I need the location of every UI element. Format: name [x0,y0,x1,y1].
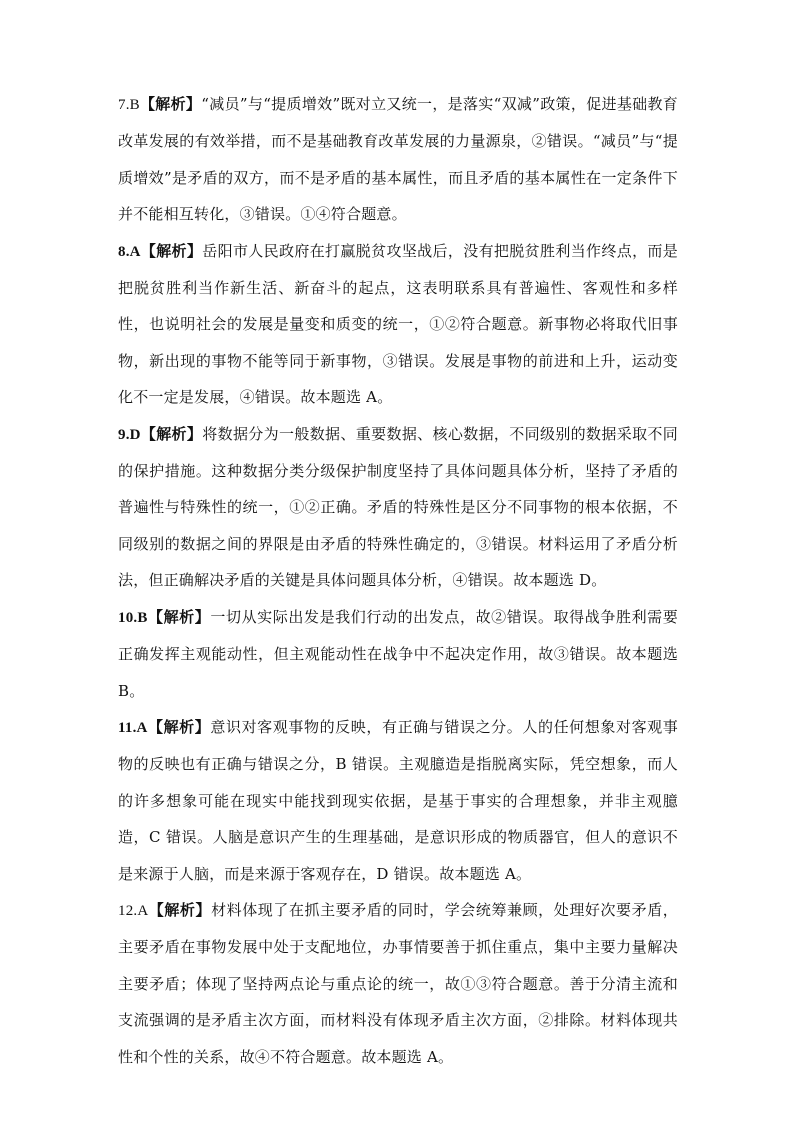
answer-item-11 [118,709,678,892]
analysis-text: 一切从实际出发是我们行动的出发点，故②错误。取得战争胜利需要正确发挥主观能动性，但主观能动性在战争中不起决定作用，故③错误。故本题选 B。 [118,607,678,700]
answer-item-9 [118,416,678,599]
answer-number: 9.D [118,426,141,443]
answer-item-8 [118,233,678,416]
answer-item-10 [118,599,678,709]
analysis-text: 意识对客观事物的反映，有正确与错误之分。人的任何想象对客观事物的反映也有正确与错误之分，B 错误。主观臆造是指脱离实际，凭空想象，而人的许多想象可能在现实中能找到现实依据，是基于事实的合理想象，并非主观臆造，C 错误。人脑是意识产生的生理基础，是意识形成的物质器官，但人的意识不是来源于人脑，而是来源于客观存在，D 错误。故本题选 A。 [118,717,678,883]
analysis-tag: 【解析】 [147,607,211,626]
analysis-text: “减员”与“提质增效”既对立又统一，是落实“双减”政策，促进基础教育改革发展的有效举措，而不是基础教育改革发展的力量源泉，②错误。“减员”与“提质增效”是矛盾的双方，而不是矛盾的基本属性，而且矛盾的基本属性在一定条件下并不能相互转化，③错误。①④符合题意。 [118,95,678,224]
analysis-tag: 【解析】 [148,900,212,919]
answer-item-12 [118,892,678,1075]
analysis-tag: 【解析】 [140,241,203,260]
analysis-text: 岳阳市人民政府在打赢脱贫攻坚战后，没有把脱贫胜利当作终点，而是把脱贫胜利当作新生活、新奋斗的起点，这表明联系具有普遍性、客观性和多样性，也说明社会的发展是量变和质变的统一，①②符合题意。新事物必将取代旧事物，新出现的事物不能等同于新事物，③错误。发展是事物的前进和上升，运动变化不一定是发展，④错误。故本题选 A。 [118,241,678,407]
answer-explanations [118,86,678,1075]
analysis-text: 材料体现了在抓主要矛盾的同时，学会统筹兼顾，处理好次要矛盾，主要矛盾在事物发展中处于支配地位，办事情要善于抓住重点，集中主要力量解决主要矛盾；体现了坚持两点论与重点论的统一，故①③符合题意。善于分清主流和支流强调的是矛盾主次方面，而材料没有体现矛盾主次方面，②排除。材料体现共性和个性的关系，故④不符合题意。故本题选 A。 [118,900,678,1066]
analysis-tag: 【解析】 [140,424,203,443]
answer-number: 8.A [118,243,141,260]
analysis-tag: 【解析】 [147,717,211,736]
answer-number: 7.B [118,97,140,113]
analysis-tag: 【解析】 [139,95,202,113]
answer-number: 11.A [118,719,148,736]
answer-item-7 [118,86,678,233]
answer-number: 10.B [118,609,148,626]
answer-number: 12.A [118,902,149,919]
analysis-text: 将数据分为一般数据、重要数据、核心数据，不同级别的数据采取不同的保护措施。这种数据分类分级保护制度坚持了具体问题具体分析，坚持了矛盾的普遍性与特殊性的统一，①②正确。矛盾的特殊性是区分不同事物的根本依据，不同级别的数据之间的界限是由矛盾的特殊性确定的，③错误。材料运用了矛盾分析法，但正确解决矛盾的关键是具体问题具体分析，④错误。故本题选 D。 [118,424,678,590]
